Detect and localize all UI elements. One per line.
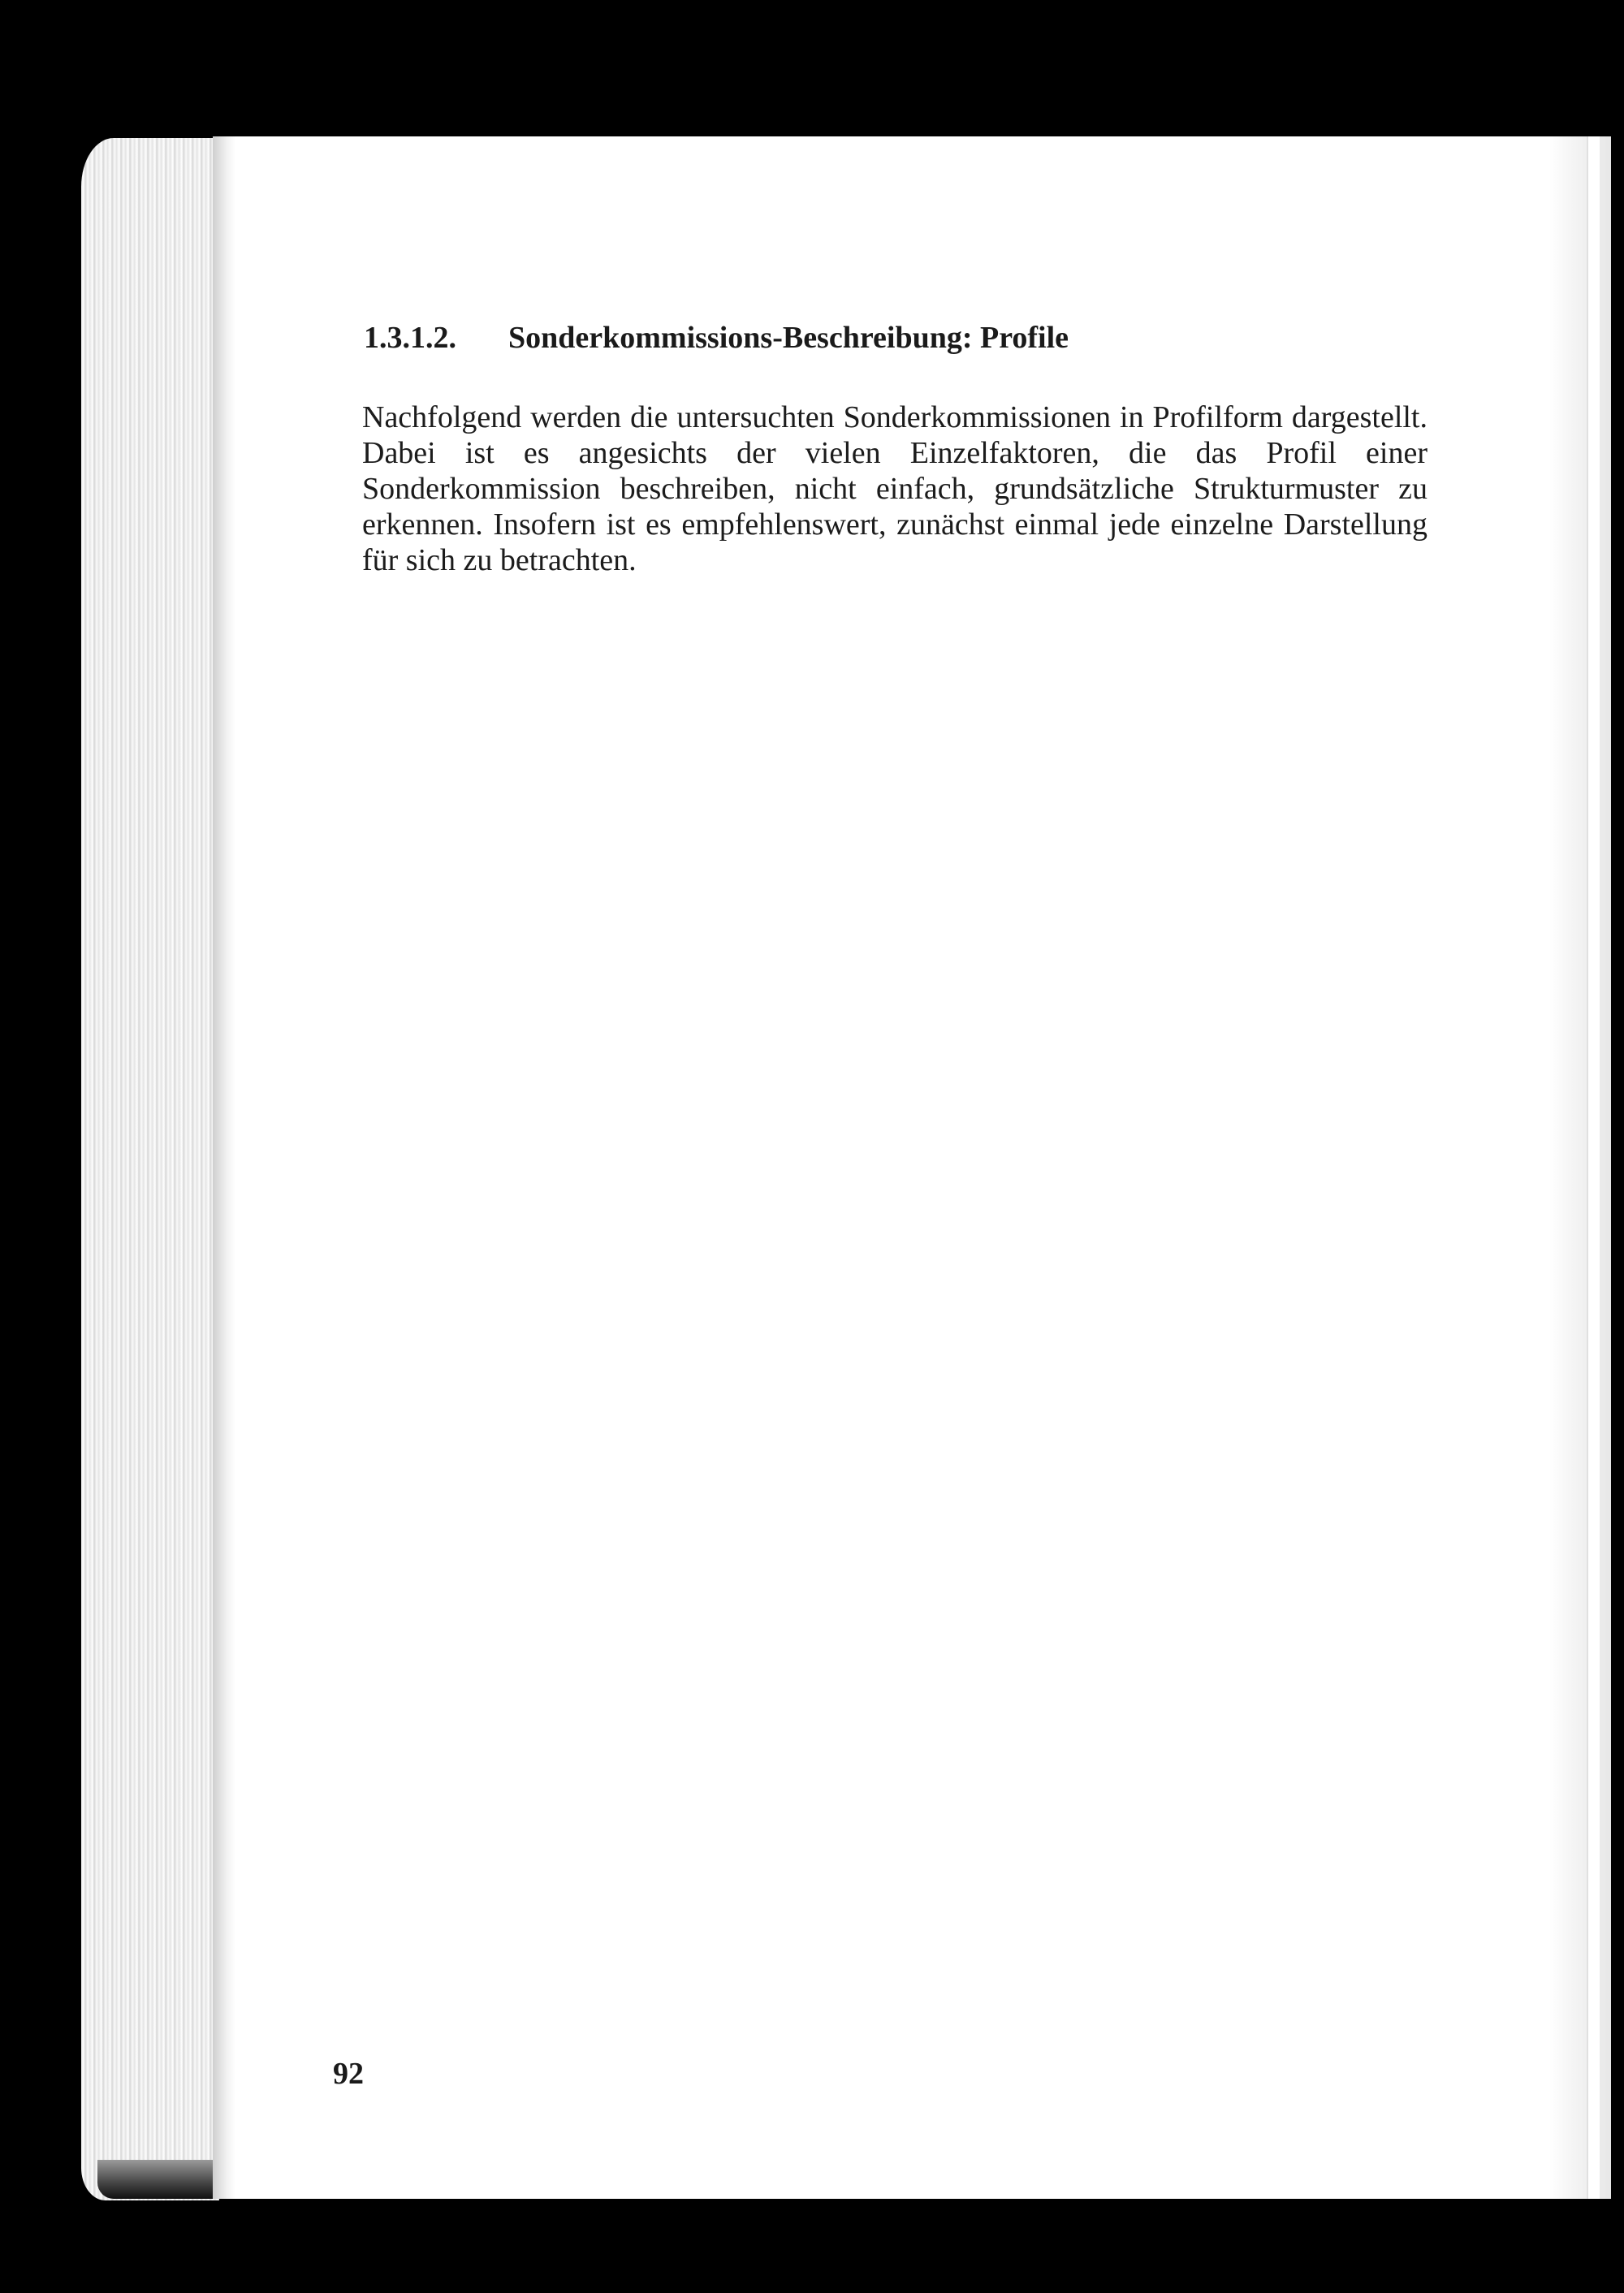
section-title: Sonderkommissions-Beschreibung: Profile: [508, 321, 1069, 355]
page-gutter-shadow: [213, 136, 235, 2199]
book-bottom-shadow: [97, 2160, 227, 2199]
page-right-edge: [1549, 136, 1611, 2199]
page-right-strip: [1587, 136, 1600, 2199]
body-paragraph: Nachfolgend werden die untersuchten Sonderkommissionen in Profilform dargestellt. Dabei ist es angesichts der vielen Einzelfaktoren, die das Profil einer Sonderkommission beschreiben, nicht einfach, grundsätzliche Strukturmuster zu erkennen. Insofern ist es empfehlenswert, zunächst einmal jede einzelne Darstellung für sich zu betrachten.: [362, 400, 1427, 577]
page-number: 92: [333, 2057, 364, 2091]
section-number: 1.3.1.2.: [364, 321, 456, 355]
section-heading: [364, 318, 1069, 357]
page-edge-stack: [81, 138, 219, 2200]
